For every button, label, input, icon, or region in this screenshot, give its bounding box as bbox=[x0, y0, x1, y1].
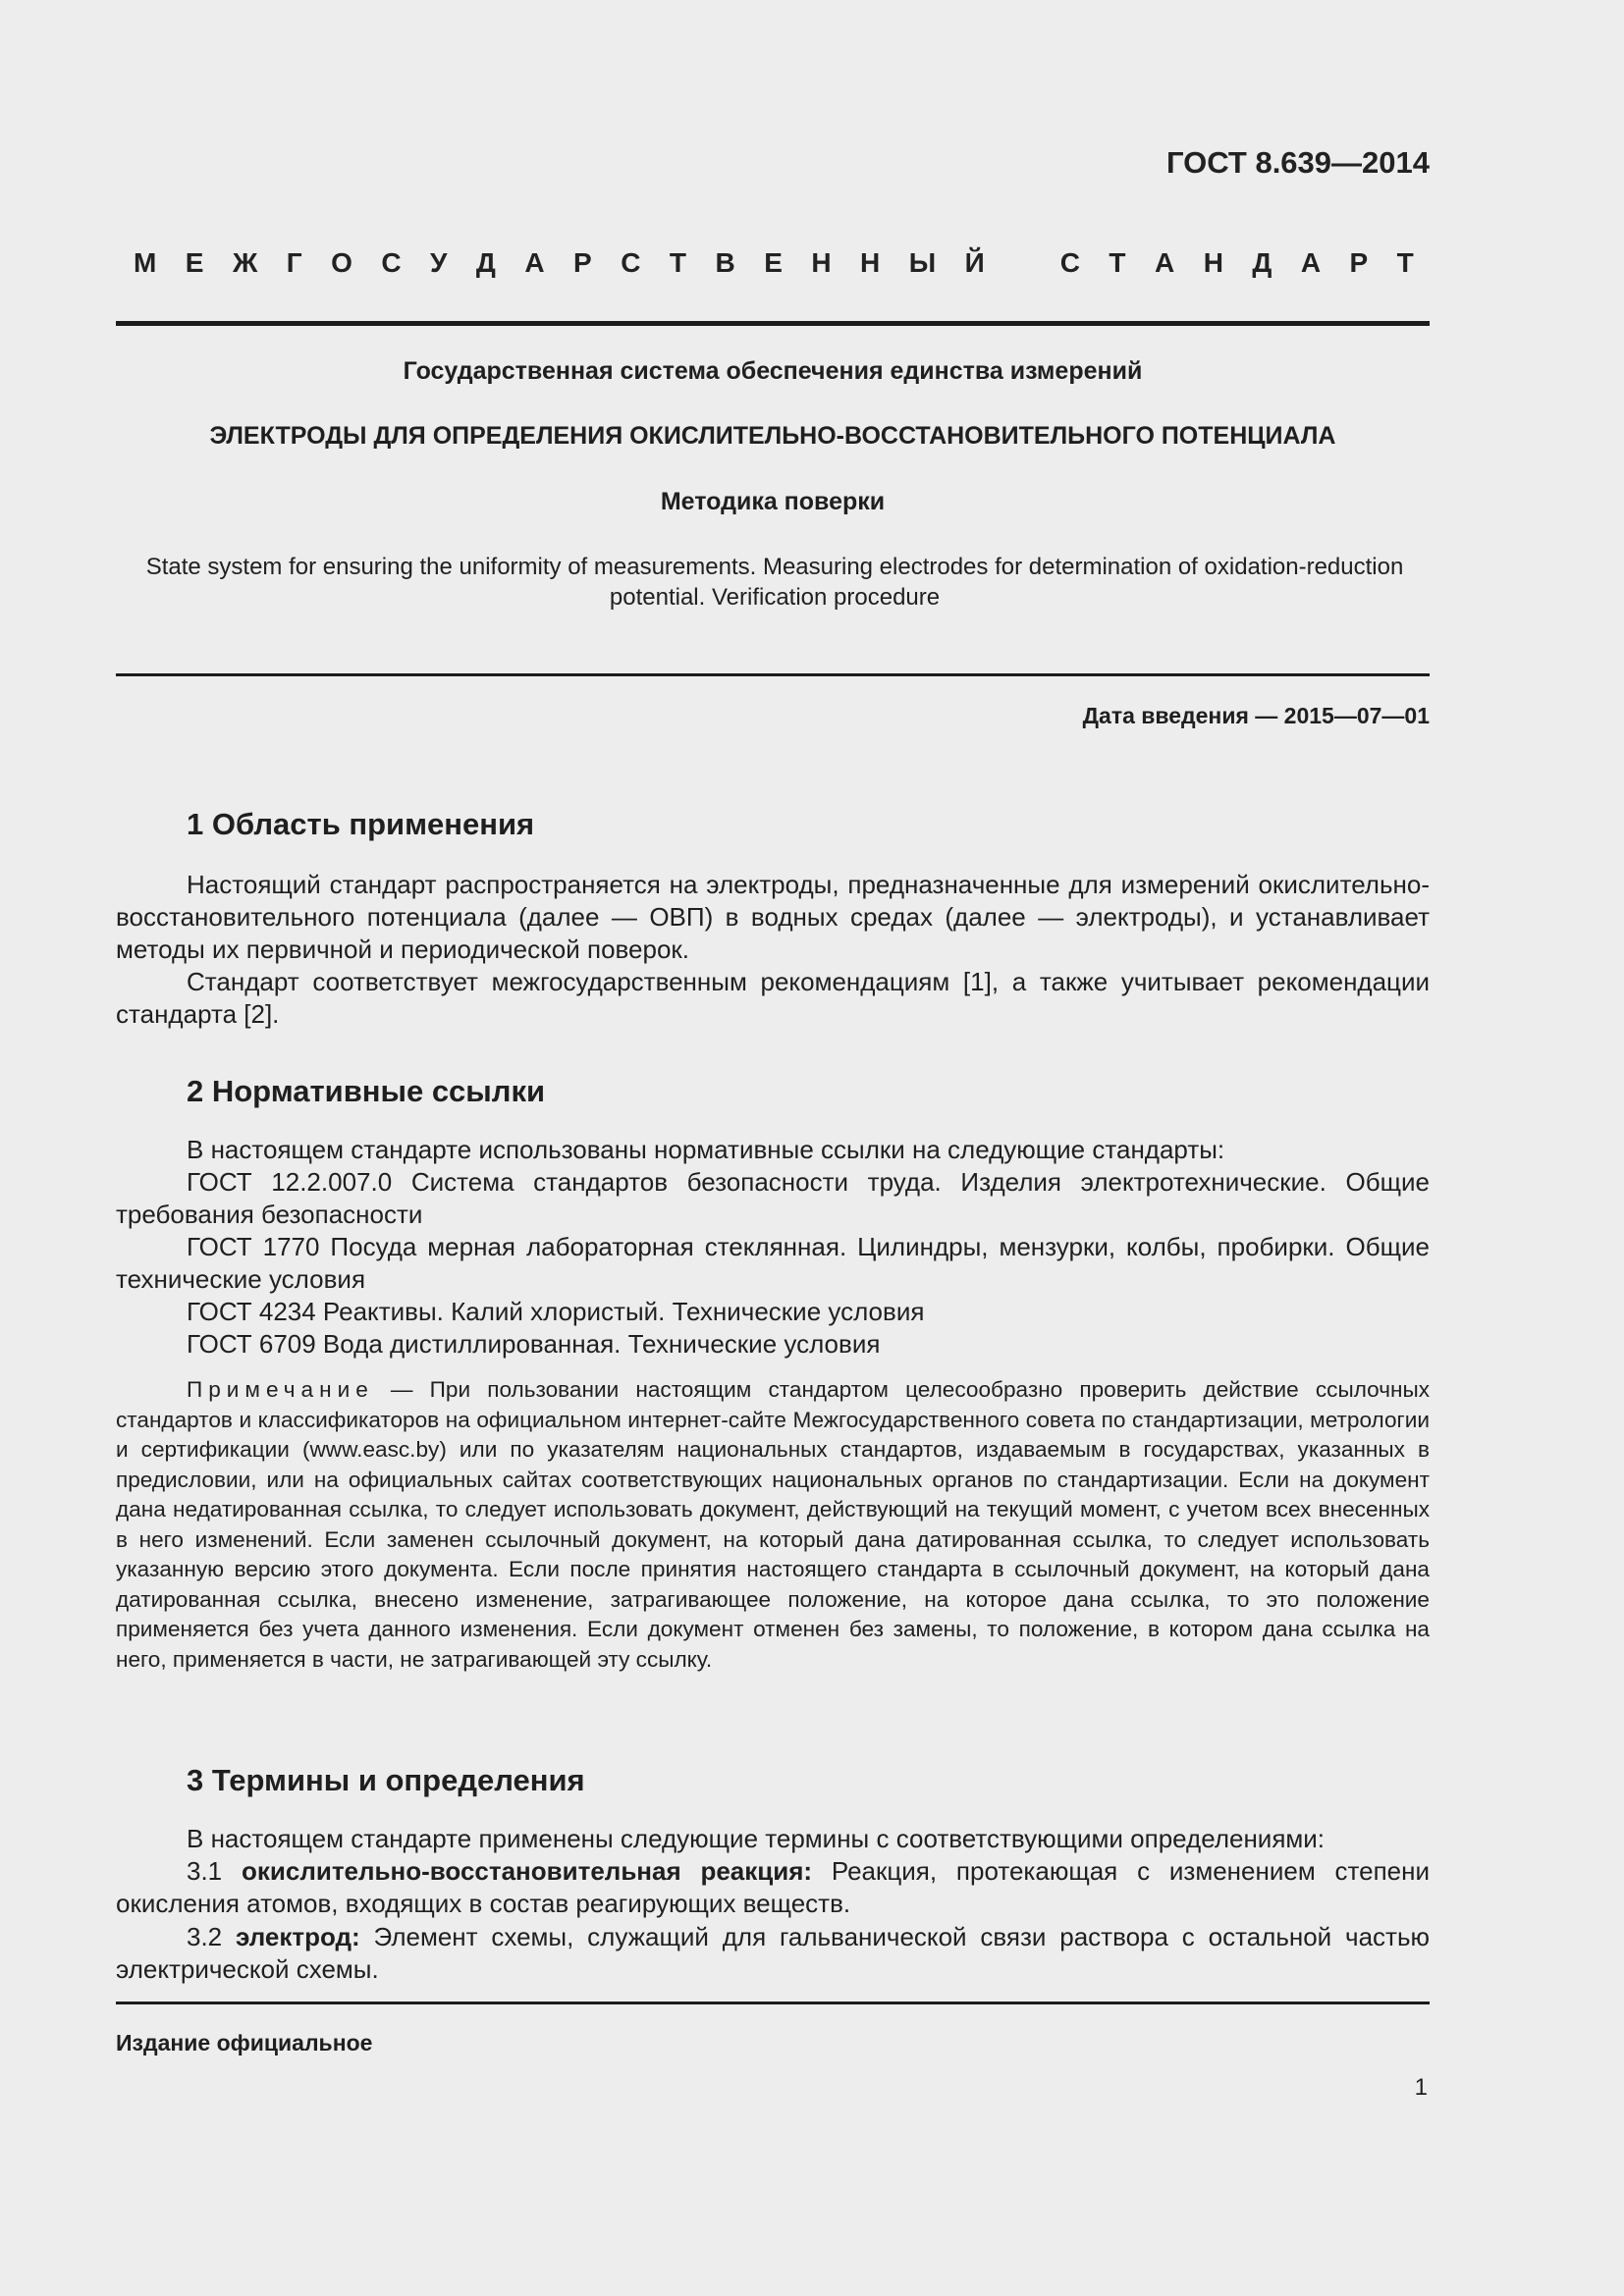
document-subtitle: Методика поверки bbox=[660, 488, 886, 515]
page-number: 1 bbox=[1414, 2074, 1428, 2101]
introduction-date: Дата введения — 2015—07—01 bbox=[1082, 703, 1430, 728]
standard-type-letter: Р bbox=[573, 247, 592, 278]
standard-type-letter: Ы bbox=[908, 247, 937, 278]
edition-label: Издание официальное bbox=[116, 2030, 373, 2056]
note-label: Примечание bbox=[187, 1377, 374, 1402]
term-definition bbox=[116, 1921, 1430, 1986]
term-number: 3.2 bbox=[187, 1922, 223, 1951]
term-definition bbox=[116, 1855, 1430, 1920]
standard-type-letter: А bbox=[1154, 247, 1175, 278]
standard-type-letter: Е bbox=[764, 247, 783, 278]
system-title: Государственная система обеспечения единства измерений bbox=[403, 357, 1143, 385]
document-number: ГОСТ 8.639—2014 bbox=[1166, 145, 1430, 180]
footer-divider bbox=[116, 2002, 1430, 2004]
standard-type-letter: Р bbox=[1349, 247, 1369, 278]
paragraph: В настоящем стандарте применены следующие термины с соответствующими определениями: bbox=[187, 1824, 1326, 1853]
standard-type-letter: Т bbox=[1396, 247, 1414, 278]
english-title-line: State system for ensuring the uniformity of measurements. Measuring electrodes for determination of oxidation-reduction bbox=[145, 554, 1404, 580]
english-title bbox=[116, 552, 1434, 613]
title-divider bbox=[116, 673, 1430, 676]
standard-type-letter: А bbox=[524, 247, 545, 278]
normative-reference: ГОСТ 6709 Вода дистиллированная. Технические условия bbox=[187, 1329, 881, 1359]
section-heading: 3 Термины и определения bbox=[187, 1763, 585, 1797]
standard-type-letter: Т bbox=[1109, 247, 1126, 278]
normative-reference: ГОСТ 1770 Посуда мерная лабораторная стеклянная. Цилиндры, мензурки, колбы, пробирки. Общие технические условия bbox=[116, 1232, 1430, 1294]
paragraph: В настоящем стандарте использованы нормативные ссылки на следующие стандарты: bbox=[187, 1135, 1225, 1164]
paragraph: Стандарт соответствует межгосударственным рекомендациям [1], а также учитывает рекомендации стандарта [2]. bbox=[116, 967, 1430, 1029]
term-name: окислительно-восстановительная реакция: bbox=[241, 1856, 813, 1886]
standard-type-letter: Д bbox=[475, 247, 496, 278]
header-divider bbox=[116, 321, 1430, 326]
standard-type-letter: Й bbox=[964, 247, 985, 278]
standard-type-letter: С bbox=[381, 247, 402, 278]
standard-type-letter: В bbox=[715, 247, 735, 278]
standard-type-letter: Н bbox=[860, 247, 881, 278]
standard-type-letter: Ж bbox=[232, 247, 258, 278]
standard-type-letter: У bbox=[430, 247, 448, 278]
standard-type-letter: С bbox=[1059, 247, 1080, 278]
english-title-line: potential. Verification procedure bbox=[609, 584, 941, 611]
standard-type-heading bbox=[134, 247, 1414, 279]
standard-type-letter: Н bbox=[811, 247, 832, 278]
term-text: Элемент схемы, служащий для гальванической связи раствора с остальной частью электрической схемы. bbox=[116, 1922, 1430, 1984]
term-text: Реакция, протекающая с изменением степени окисления атомов, входящих в состав реагирующих веществ. bbox=[116, 1856, 1431, 1918]
standard-type-letter: А bbox=[1300, 247, 1322, 278]
note bbox=[116, 1375, 1430, 1675]
paragraph: Настоящий стандарт распространяется на электроды, предназначенные для измерений окислительно-восстановительного потенциала (далее — ОВП) в водных средах (далее — электроды), и устанавливает методы их первичной и периодической поверок. bbox=[116, 870, 1430, 964]
normative-reference: ГОСТ 12.2.007.0 Система стандартов безопасности труда. Изделия электротехнические. Общие требования безопасности bbox=[116, 1167, 1430, 1229]
standard-type-letter: Д bbox=[1252, 247, 1272, 278]
standard-type-letter: М bbox=[134, 247, 157, 278]
standard-type-letter: Е bbox=[185, 247, 204, 278]
document-title: ЭЛЕКТРОДЫ ДЛЯ ОПРЕДЕЛЕНИЯ ОКИСЛИТЕЛЬНО-ВОССТАНОВИТЕЛЬНОГО ПОТЕНЦИАЛА bbox=[209, 422, 1336, 450]
standard-type-letter: Н bbox=[1203, 247, 1223, 278]
note-text: — При пользовании настоящим стандартом целесообразно проверить действие ссылочных стандартов и классификаторов на официальном интернет-сайте Межгосударственного совета по стандартизации, метрологии и сертификации (www.easc.by) или по указателям национальных стандартов, издаваемым в государствах, указанных в предисловии, или на официальных сайтах соответствующих национальных органов по стандартизации. Если на документ дана недатированная ссылка, то следует использовать документ, действующий на текущий момент, с учетом всех внесенных в него изменений. Если заменен ссылочный документ, на который дана датированная ссылка, то следует использовать указанную версию этого документа. Если после принятия настоящего стандарта в ссылочный документ, на который дана датированная ссылка, внесено изменение, затрагивающее положение, на которое дана ссылка, то это положение применяется без учета данного изменения. Если документ отменен без замены, то положение, в котором дана ссылка на него, применяется в части, не затрагивающей эту ссылку. bbox=[116, 1377, 1430, 1672]
normative-reference: ГОСТ 4234 Реактивы. Калий хлористый. Технические условия bbox=[187, 1297, 925, 1326]
standard-type-letter: С bbox=[621, 247, 641, 278]
standard-type-letter: Т bbox=[669, 247, 687, 278]
standard-type-letter: О bbox=[331, 247, 352, 278]
section-heading: 1 Область применения bbox=[187, 807, 535, 841]
term-number: 3.1 bbox=[187, 1856, 223, 1886]
term-name: электрод: bbox=[235, 1922, 360, 1951]
section-heading: 2 Нормативные ссылки bbox=[187, 1074, 546, 1108]
standard-type-letter: Г bbox=[286, 247, 302, 278]
